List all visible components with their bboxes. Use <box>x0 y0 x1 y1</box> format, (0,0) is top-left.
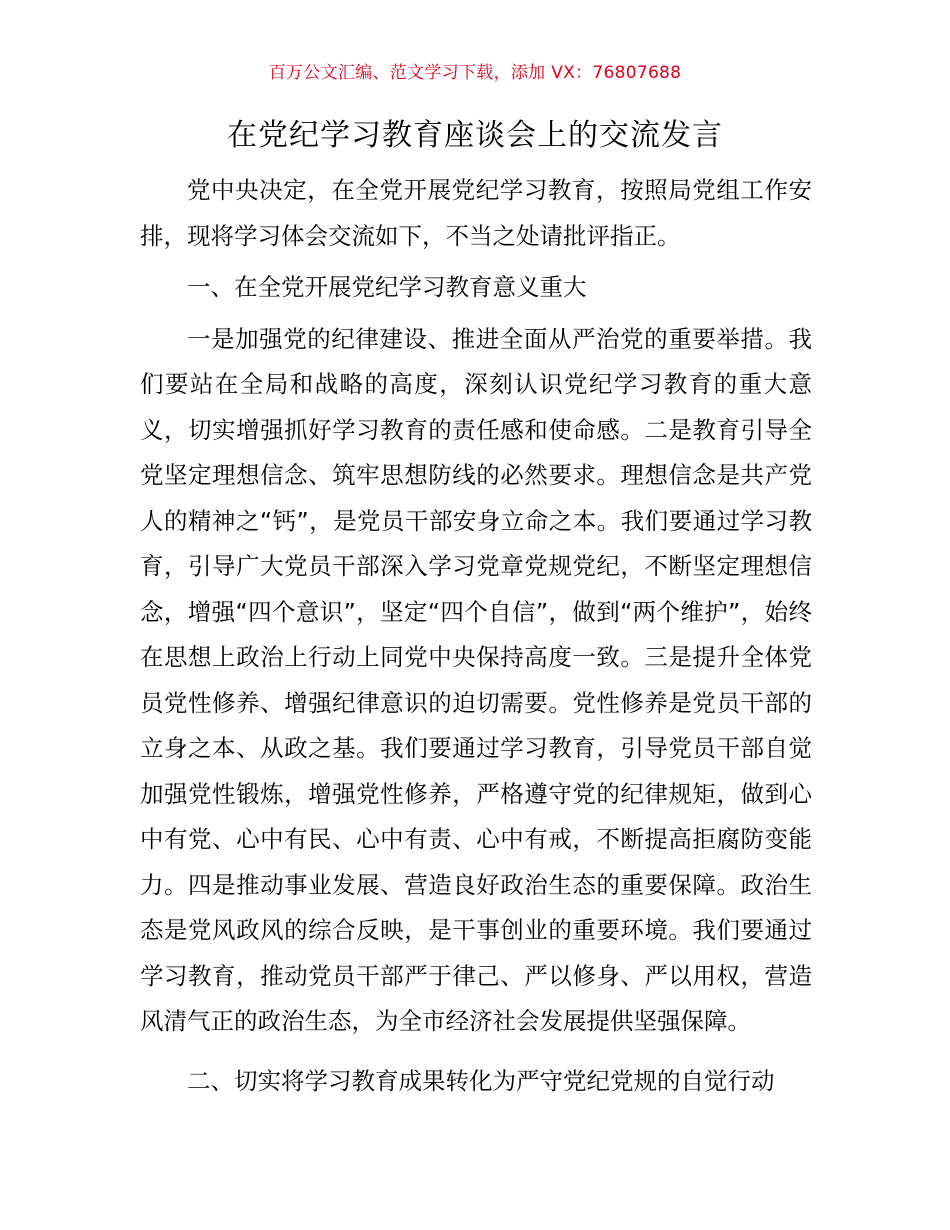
section-heading-1: 一、在全党开展党纪学习教育意义重大 <box>187 273 587 301</box>
intro-paragraph: 党中央决定，在全党开展党纪学习教育，按照局党组工作安排，现将学习体会交流如下，不当之处请批评指正。 <box>140 176 812 250</box>
section-heading-2: 二、切实将学习教育成果转化为严守党纪党规的自觉行动 <box>187 1066 775 1095</box>
section-body-1: 一是加强党的纪律建设、推进全面从严治党的重要举措。我们要站在全局和战略的高度，深刻认识党纪学习教育的重大意义，切实增强抓好学习教育的责任感和使命感。二是教育引导全党坚定理想信念、筑牢思想防线的必然要求。理想信念是共产党人的精神之“钙”，是党员干部安身立命之本。我们要通过学习教育，引导广大党员干部深入学习党章党规党纪，不断坚定理想信念，增强“四个意识”，坚定“四个自信”，做到“两个维护”，始终在思想上政治上行动上同党中央保持高度一致。三是提升全体党员党性修养、增强纪律意识的迫切需要。党性修养是党员干部的立身之本、从政之基。我们要通过学习教育，引导党员干部自觉加强党性锻炼，增强党性修养，严格遵守党的纪律规矩，做到心中有党、心中有民、心中有责、心中有戒，不断提高拒腐防变能力。四是推动事业发展、营造良好政治生态的重要保障。政治生态是党风政风的综合反映，是干事创业的重要环境。我们要通过学习教育，推动党员干部严于律己、严以修身、严以用权，营造风清气正的政治生态，为全市经济社会发展提供坚强保障。 <box>140 324 812 1035</box>
page-title: 在党纪学习教育座谈会上的交流发言 <box>227 118 723 153</box>
document-body <box>140 168 812 1110</box>
promo-header-note: 百万公文汇编、范文学习下载，添加 VX：76807688 <box>268 63 682 83</box>
